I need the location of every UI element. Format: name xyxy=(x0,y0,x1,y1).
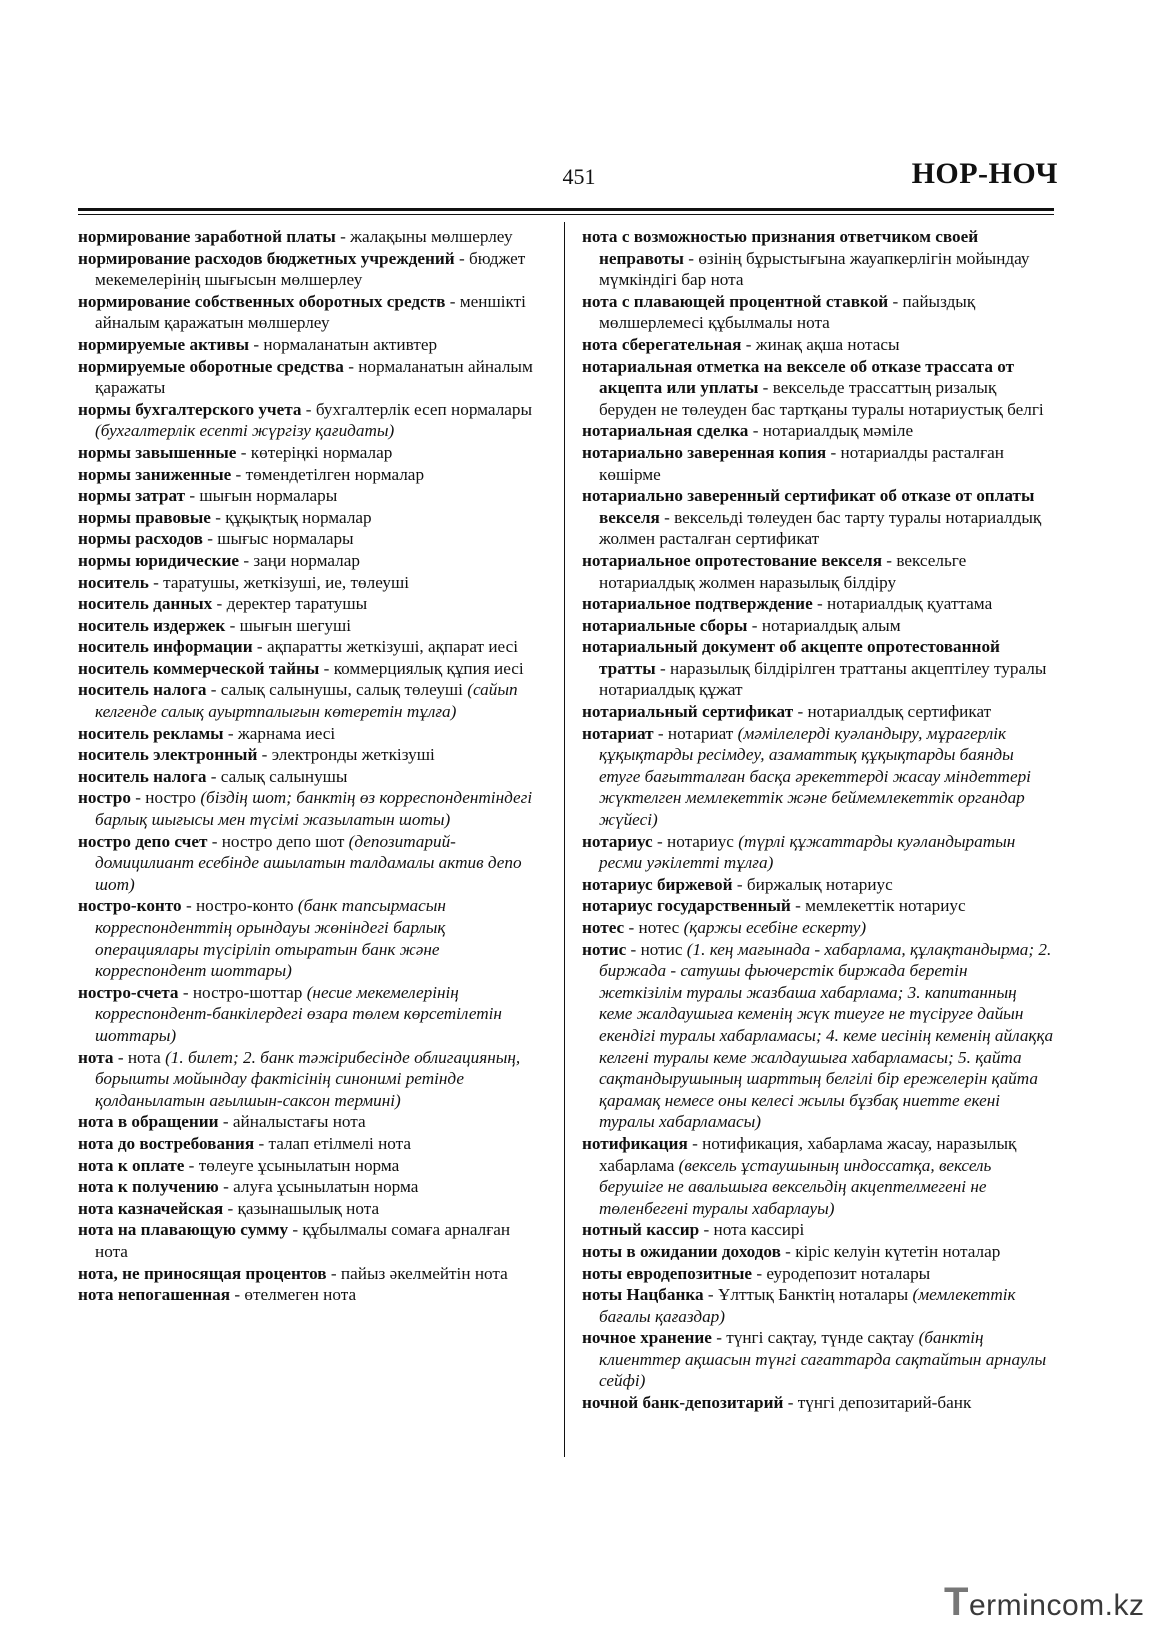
entry-definition: нотис xyxy=(640,939,683,959)
entry-gloss: (банк тапсырмасын корреспонденттің орындауы жөніндегі барлық операциялары түсіріліп отыратын банк және корреспондент шоттары) xyxy=(95,896,446,981)
entry-term: нормирование расходов бюджетных учреждений xyxy=(78,248,455,268)
entry-definition: төмендетілген нормалар xyxy=(245,464,425,484)
dictionary-entry: нота с возможностью признания ответчиком своей неправоты - өзінің бұрыстығына жауапкерлігін мойындау мүмкіндігі бар нота xyxy=(582,227,1030,290)
dictionary-entry: ночной банк-депозитарий - түнгі депозитарий-банк xyxy=(582,1393,972,1413)
entry-definition: пайыздық мөлшерлемесі құбылмалы нота xyxy=(599,291,976,333)
entry-term: ноты Нацбанка xyxy=(582,1285,704,1305)
entry-gloss: (вексель ұстаушының индоссатқа, вексель берушіге не авальшыға вексельдің акцептелмегені не төленбегені туралы хабарлауы) xyxy=(599,1155,992,1218)
dictionary-entry: нотификация - нотификация, хабарлама жасау, наразылық хабарлама (вексель ұстаушының индоссатқа, вексель берушіге не авальшыға вексельдің акцептелмегені не төленбегені туралы хабарлауы) xyxy=(582,1133,1017,1218)
running-head: НОР-НОЧ xyxy=(911,157,1058,190)
entry-term: ночной банк-депозитарий xyxy=(582,1393,784,1413)
entry-definition: айналыстағы нота xyxy=(232,1112,366,1132)
entry-definition: ақпаратты жеткізуші, ақпарат иесі xyxy=(266,637,518,657)
entry-gloss: (несие мекемелерінің корреспондент-банкілердегі өзара төлем көрсетілетін шоттары) xyxy=(95,982,502,1045)
dictionary-entry: ноты в ожидании доходов - кіріс келуін күтетін ноталар xyxy=(582,1241,1001,1261)
left-column xyxy=(78,226,544,1306)
dictionary-entry: ностро-конто - ностро-конто (банк тапсырмасын корреспонденттің орындауы жөніндегі барлық операциялары түсіріліп отыратын банк және корреспондент шоттары) xyxy=(78,896,446,981)
dictionary-entry: нормы расходов - шығыс нормалары xyxy=(78,529,354,549)
entry-definition: ностро-конто xyxy=(195,896,294,916)
entry-term: нотариальное опротестование векселя xyxy=(582,550,882,570)
entry-definition: Ұлттық Банктің ноталары xyxy=(717,1285,909,1305)
entry-definition: нотариус xyxy=(667,831,734,851)
dictionary-entry: носитель налога - салық салынушы, салық төлеуші (сайып келгенде салық ауыртпалығын көтеретін тұлға) xyxy=(78,680,518,722)
entry-definition: түнгі депозитарий-банк xyxy=(797,1393,972,1413)
dictionary-entry: носитель издержек - шығын шегуші xyxy=(78,615,352,635)
entry-term: нотариальное подтверждение xyxy=(582,594,813,614)
entry-definition: биржалық нотариус xyxy=(746,874,893,894)
dictionary-entry: нотариат - нотариат (мәмілелерді куәландыру, мұрагерлік құқықтарды ресімдеу, азаматтық құқықтарды баянды етуге бағытталған басқа әрекеттерді жасау міндеттері жүктелген мемлекеттік және беймемлекеттік органдар жүйесі) xyxy=(582,723,1031,830)
entry-definition: жарнама иесі xyxy=(237,723,336,743)
dictionary-entry: ностро-счета - ностро-шоттар (несие мекемелерінің корреспондент-банкілердегі өзара төлем көрсетілетін шоттары) xyxy=(78,982,502,1045)
entry-definition: құбылмалы сомаға арналған нота xyxy=(95,1220,511,1261)
entry-gloss: (түрлі құжаттарды куәландыратын ресми уәкілетті тұлға) xyxy=(599,831,1016,873)
entry-term: нотариально заверенная копия xyxy=(582,442,827,462)
dictionary-entry: нормирование собственных оборотных средств - меншікті айналым қаражатын мөлшерлеу xyxy=(78,291,526,333)
entry-definition: нота xyxy=(127,1047,161,1067)
watermark-initial: T xyxy=(944,1580,969,1624)
dictionary-entry: носитель электронный - электронды жеткізуші xyxy=(78,745,435,765)
entry-definition: нотификация, хабарлама жасау, наразылық хабарлама xyxy=(599,1133,1017,1175)
entry-definition: жинақ ақша нотасы xyxy=(755,334,900,354)
entry-definition: талап етілмелі нота xyxy=(268,1133,412,1153)
entry-definition: бухгалтерлік есеп нормалары xyxy=(315,399,533,419)
entry-term: носитель xyxy=(78,572,149,592)
entry-gloss: (1. кең мағынада - хабарлама, құлақтандырма; 2. биржада - сатушы фьючерстік биржада беретін жеткізілім туралы жазбаша хабарлама; 3. капитанның кеме жалдаушыға кеменің жүк тиеуге не түсіруге дайын екендігі туралы хабарламасы; 4. кеме иесінің кеменің айлаққа келгені туралы кеме жалдаушыға хабарламасы; 5. қайта сақтандырушының шарттың белгілі бір ережелерін қайта қарамақ немесе оны келесі жылы бұзбақ ниетте екені туралы хабарламасы) xyxy=(599,939,1054,1132)
entry-gloss: (сайып келгенде салық ауыртпалығын көтеретін тұлға) xyxy=(95,680,518,722)
dictionary-entry: носитель - таратушы, жеткізуші, ие, төлеуші xyxy=(78,572,409,592)
entry-term: ностро-счета xyxy=(78,982,179,1002)
dictionary-entry: нормируемые оборотные средства - нормаланатын айналым қаражаты xyxy=(78,356,533,398)
entry-definition: түнгі сақтау, түнде сақтау xyxy=(726,1328,915,1348)
entry-term: нормы расходов xyxy=(78,529,203,549)
dictionary-entry: ноты Нацбанка - Ұлттық Банктің ноталары (мемлекеттік бағалы қағаздар) xyxy=(582,1285,1016,1326)
dictionary-entry: носитель рекламы - жарнама иесі xyxy=(78,723,336,743)
entry-term: нотариальные сборы xyxy=(582,615,748,635)
dictionary-entry: нотный кассир - нота кассирі xyxy=(582,1220,805,1240)
entry-gloss: (1. билет; 2. банк тәжірибесінде облигацияның, борышты мойындау фактісінің синонимі ретінде қолданылатын ағылшын-саксон термині) xyxy=(95,1047,521,1110)
entry-term: нота, не приносящая процентов xyxy=(78,1263,327,1283)
entry-definition: нотариалдық алым xyxy=(761,615,901,635)
dictionary-entry: ноты евродепозитные - еуродепозит ноталары xyxy=(582,1263,931,1283)
entry-definition: нотариалдық сертификат xyxy=(807,702,992,722)
entry-term: нормы завышенные xyxy=(78,442,237,462)
entry-definition: көтеріңкі нормалар xyxy=(250,442,393,462)
dictionary-entry: нотариальный сертификат - нотариалдық сертификат xyxy=(582,702,992,722)
entry-definition: нотариалды расталған көшірме xyxy=(599,442,1005,484)
entry-definition: заңи нормалар xyxy=(253,550,360,570)
dictionary-entry: нотис - нотис (1. кең мағынада - хабарлама, құлақтандырма; 2. биржада - сатушы фьючерстік биржада беретін жеткізілім туралы жазбаша хабарлама; 3. капитанның кеме жалдаушыға кеменің жүк тиеуге не түсіруге дайын екендігі туралы хабарламасы; 4. кеме иесінің кеменің айлаққа келгені туралы кеме жалдаушыға хабарламасы; 5. қайта сақтандырушының шарттың белгілі бір ережелерін қайта қарамақ немесе оны келесі жылы бұзбақ ниетте екені туралы хабарламасы) xyxy=(582,939,1054,1132)
dictionary-entry: носитель коммерческой тайны - коммерциялық құпия иесі xyxy=(78,658,524,678)
entry-term: нотариус биржевой xyxy=(582,874,733,894)
entry-definition: коммерциялық құпия иесі xyxy=(333,658,524,678)
entry-term: нормы заниженные xyxy=(78,464,232,484)
dictionary-entry: нотариус государственный - мемлекеттік нотариус xyxy=(582,896,966,916)
dictionary-entry: нота с плавающей процентной ставкой - пайыздық мөлшерлемесі құбылмалы нота xyxy=(582,291,976,333)
entry-term: нота к оплате xyxy=(78,1155,185,1175)
entry-term: нотариально заверенный сертификат об отказе от оплаты векселя xyxy=(582,486,1035,527)
entry-definition: бюджет мекемелерінің шығысын мөлшерлеу xyxy=(95,248,526,290)
entry-term: нормы правовые xyxy=(78,507,211,527)
entry-gloss: (бухгалтерлік есепті жүргізу қағидаты) xyxy=(95,421,395,441)
header-rule xyxy=(78,208,1054,211)
dictionary-entry: носитель информации - ақпаратты жеткізуші, ақпарат иесі xyxy=(78,637,518,657)
dictionary-entry: ностро - ностро (біздің шот; банктің өз корреспондентіндегі барлық шығысы мен түсімі жазылатын шоты) xyxy=(78,788,533,830)
entry-definition: кіріс келуін күтетін ноталар xyxy=(795,1241,1001,1261)
dictionary-entry: нормы завышенные - көтеріңкі нормалар xyxy=(78,442,393,462)
dictionary-entry: нота до востребования - талап етілмелі нота xyxy=(78,1133,412,1153)
entry-definition: жалақыны мөлшерлеу xyxy=(350,227,513,246)
dictionary-entry: нормирование заработной платы - жалақыны мөлшерлеу xyxy=(78,227,513,246)
entry-definition: өзінің бұрыстығына жауапкерлігін мойындау мүмкіндігі бар нота xyxy=(599,248,1030,290)
entry-gloss: (мемлекеттік бағалы қағаздар) xyxy=(599,1285,1016,1326)
header-rule-thin xyxy=(78,214,1054,215)
entry-term: нормы юридические xyxy=(78,550,240,570)
entry-term: нормы бухгалтерского учета xyxy=(78,399,302,419)
entry-term: нотес xyxy=(582,918,625,937)
entry-definition: нотариалдық мәміле xyxy=(762,421,914,441)
entry-term: носитель коммерческой тайны xyxy=(78,658,320,678)
entry-definition: электронды жеткізуші xyxy=(271,745,435,765)
dictionary-entry: нота к получению - алуға ұсынылатын норма xyxy=(78,1177,419,1197)
entry-term: нотариат xyxy=(582,723,654,743)
entry-definition: салық салынушы, салық төлеуші xyxy=(220,680,463,700)
entry-definition: нотес xyxy=(638,918,680,937)
entry-term: нота xyxy=(78,1047,114,1067)
entry-definition: ностро депо шот xyxy=(221,831,345,851)
entry-definition: алуға ұсынылатын норма xyxy=(233,1177,419,1197)
entry-gloss: (мәмілелерді куәландыру, мұрагерлік құқықтарды ресімдеу, азаматтық құқықтарды баянды етуге бағытталған басқа әрекеттерді жасау міндеттері жүктелген мемлекеттік және беймемлекеттік органдар жүйесі) xyxy=(599,723,1031,830)
entry-definition: қазынашылық нота xyxy=(237,1198,380,1218)
dictionary-entry: нотариальные сборы - нотариалдық алым xyxy=(582,615,901,635)
entry-term: нота сберегательная xyxy=(582,334,742,354)
dictionary-entry: нота, не приносящая процентов - пайыз әкелмейтін нота xyxy=(78,1263,508,1283)
entry-term: нота в обращении xyxy=(78,1112,219,1132)
entry-term: нотный кассир xyxy=(582,1220,700,1240)
column-divider xyxy=(564,222,565,1457)
entry-term: носитель налога xyxy=(78,680,207,700)
entry-definition: таратушы, жеткізуші, ие, төлеуші xyxy=(163,572,409,592)
dictionary-entry: носитель данных - деректер таратушы xyxy=(78,594,368,614)
dictionary-entry: нота в обращении - айналыстағы нота xyxy=(78,1112,366,1132)
entry-term: нота казначейская xyxy=(78,1198,224,1218)
entry-term: ностро депо счет xyxy=(78,831,208,851)
entry-term: носитель электронный xyxy=(78,745,258,765)
entry-term: носитель данных xyxy=(78,594,213,614)
entry-definition: пайыз әкелмейтін нота xyxy=(340,1263,508,1283)
dictionary-entry: нотариальный документ об акцепте опротестованной тратты - наразылық білдірілген траттаны акцептілеу туралы нотариалдық құжат xyxy=(582,637,1047,700)
entry-term: нормируемые оборотные средства xyxy=(78,356,344,376)
entry-definition: наразылық білдірілген траттаны акцептілеу туралы нотариалдық құжат xyxy=(599,658,1047,700)
entry-term: нотариальный документ об акцепте опротестованной тратты xyxy=(582,637,1000,678)
entry-definition: төлеуге ұсынылатын норма xyxy=(198,1155,400,1175)
entry-gloss: (біздің шот; банктің өз корреспондентіндегі барлық шығысы мен түсімі жазылатын шоты) xyxy=(95,788,533,830)
entry-definition: нотариалдық қуаттама xyxy=(827,594,993,614)
entry-definition: нота кассирі xyxy=(713,1220,805,1240)
entry-definition: ностро xyxy=(145,788,197,808)
dictionary-entry: нота - нота (1. билет; 2. банк тәжірибесінде облигацияның, борышты мойындау фактісінің синонимі ретінде қолданылатын ағылшын-саксон термині) xyxy=(78,1047,521,1110)
entry-definition: нормаланатын айналым қаражаты xyxy=(95,356,533,398)
entry-gloss: (банктің клиенттер ақшасын түнгі сағаттарда сақтайтын арнаулы сейфі) xyxy=(599,1328,1047,1391)
entry-term: нормирование собственных оборотных средств xyxy=(78,291,446,311)
entry-term: носитель издержек xyxy=(78,615,226,635)
dictionary-entry: нота сберегательная - жинақ ақша нотасы xyxy=(582,334,900,354)
dictionary-entry: нота к оплате - төлеуге ұсынылатын норма xyxy=(78,1155,400,1175)
entry-term: нотис xyxy=(582,939,627,959)
entry-term: нотариальная сделка xyxy=(582,421,749,441)
dictionary-entry: нотариальная сделка - нотариалдық мәміле xyxy=(582,421,914,441)
dictionary-entry: нотариально заверенный сертификат об отказе от оплаты векселя - вексельді төлеуден бас тарту туралы нотариалдық жолмен расталған сертификат xyxy=(582,486,1042,549)
right-column xyxy=(582,226,1054,1414)
dictionary-entry: нормы правовые - құқықтық нормалар xyxy=(78,507,372,527)
entry-gloss: (қаржы есебіне ескерту) xyxy=(683,918,867,937)
entry-term: нотариус xyxy=(582,831,653,851)
dictionary-entry: нормы юридические - заңи нормалар xyxy=(78,550,360,570)
page-number: 451 xyxy=(562,164,596,189)
entry-term: ностро-конто xyxy=(78,896,182,916)
entry-definition: вексельге нотариалдық жолмен наразылық білдіру xyxy=(599,550,967,592)
entry-term: носитель информации xyxy=(78,637,253,657)
dictionary-entry: ностро депо счет - ностро депо шот (депозитарий-домицилиант есебінде ашылатын талдамалы актив депо шот) xyxy=(78,831,522,894)
entry-term: ночное хранение xyxy=(582,1328,712,1348)
dictionary-entry: нотариус - нотариус (түрлі құжаттарды куәландыратын ресми уәкілетті тұлға) xyxy=(582,831,1016,873)
dictionary-entry: нормы затрат - шығын нормалары xyxy=(78,486,338,506)
entry-gloss: (депозитарий-домицилиант есебінде ашылатын талдамалы актив депо шот) xyxy=(95,831,522,894)
entry-definition: деректер таратушы xyxy=(226,594,368,614)
entry-definition: вексельде трассаттың ризалық беруден не төлеуден бас тартқаны туралы нотариустық белгі xyxy=(599,378,1044,419)
entry-term: нотариальная отметка на векселе об отказе трассата от акцепта или уплаты xyxy=(582,356,1015,398)
dictionary-entry: нотес - нотес (қаржы есебіне ескерту) xyxy=(582,918,867,937)
entry-definition: өтелмеген нота xyxy=(244,1285,357,1305)
dictionary-entry: нотариальное подтверждение - нотариалдық қуаттама xyxy=(582,594,993,614)
entry-term: нотариус государственный xyxy=(582,896,791,916)
dictionary-entry: нота казначейская - қазынашылық нота xyxy=(78,1198,380,1218)
watermark-logo xyxy=(944,1580,1144,1625)
dictionary-entry: нотариальное опротестование векселя - вексельге нотариалдық жолмен наразылық білдіру xyxy=(582,550,967,592)
entry-definition: меншікті айналым қаражатын мөлшерлеу xyxy=(95,291,526,333)
entry-term: нотариальный сертификат xyxy=(582,702,794,722)
dictionary-entry: носитель налога - салық салынушы xyxy=(78,766,348,786)
entry-term: нота непогашенная xyxy=(78,1285,231,1305)
dictionary-entry: нота непогашенная - өтелмеген нота xyxy=(78,1285,357,1305)
entry-definition: мемлекеттік нотариус xyxy=(805,896,966,916)
dictionary-entry: нормы заниженные - төмендетілген нормалар xyxy=(78,464,425,484)
dictionary-entry: нота на плавающую сумму - құбылмалы сомаға арналған нота xyxy=(78,1220,511,1261)
entry-term: носитель налога xyxy=(78,766,207,786)
dictionary-entry: нотариальная отметка на векселе об отказе трассата от акцепта или уплаты - вексельде трассаттың ризалық беруден не төлеуден бас тартқаны туралы нотариустық белгі xyxy=(582,356,1044,419)
entry-term: нота с возможностью признания ответчиком своей неправоты xyxy=(582,227,979,268)
entry-term: нормируемые активы xyxy=(78,334,250,354)
dictionary-entry: нормы бухгалтерского учета - бухгалтерлік есеп нормалары (бухгалтерлік есепті жүргізу қағидаты) xyxy=(78,399,533,441)
entry-term: носитель рекламы xyxy=(78,723,224,743)
entry-definition: нормаланатын активтер xyxy=(263,334,438,354)
entry-term: нотификация xyxy=(582,1133,688,1153)
entry-term: нормы затрат xyxy=(78,486,186,506)
dictionary-entry: нормирование расходов бюджетных учреждений - бюджет мекемелерінің шығысын мөлшерлеу xyxy=(78,248,526,290)
entry-definition: шығын шегуші xyxy=(239,615,352,635)
entry-definition: шығыс нормалары xyxy=(217,529,354,549)
entry-term: нормирование заработной платы xyxy=(78,227,336,246)
entry-term: ноты в ожидании доходов xyxy=(582,1241,781,1261)
entry-definition: шығын нормалары xyxy=(199,486,338,506)
entry-term: нота на плавающую сумму xyxy=(78,1220,289,1240)
entry-term: нота к получению xyxy=(78,1177,219,1197)
entry-definition: салық салынушы xyxy=(220,766,348,786)
dictionary-entry: нормируемые активы - нормаланатын активтер xyxy=(78,334,438,354)
entry-definition: вексельді төлеуден бас тарту туралы нотариалдық жолмен расталған сертификат xyxy=(599,507,1042,549)
entry-definition: құқықтық нормалар xyxy=(225,507,372,527)
entry-term: нота с плавающей процентной ставкой xyxy=(582,291,889,311)
entry-definition: нотариат xyxy=(667,723,734,743)
entry-definition: ностро-шоттар xyxy=(192,982,303,1002)
dictionary-entry: нотариально заверенная копия - нотариалды расталған көшірме xyxy=(582,442,1005,484)
entry-term: ностро xyxy=(78,788,131,808)
entry-term: нота до востребования xyxy=(78,1133,255,1153)
dictionary-entry: ночное хранение - түнгі сақтау, түнде сақтау (банктің клиенттер ақшасын түнгі сағаттарда сақтайтын арнаулы сейфі) xyxy=(582,1328,1047,1391)
dictionary-entry: нотариус биржевой - биржалық нотариус xyxy=(582,874,893,894)
entry-term: ноты евродепозитные xyxy=(582,1263,753,1283)
entry-definition: еуродепозит ноталары xyxy=(766,1263,931,1283)
watermark-text: ermincom.kz xyxy=(968,1589,1145,1622)
